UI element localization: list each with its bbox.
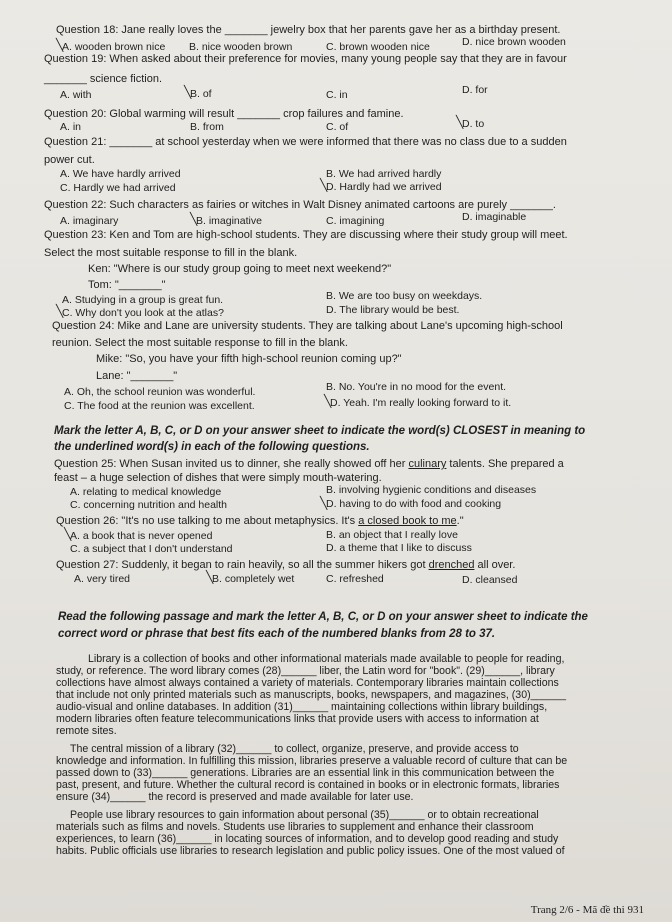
q23-option-c[interactable]: C. Why don't you look at the atlas? xyxy=(62,307,224,319)
q27-option-a[interactable]: A. very tired xyxy=(74,573,131,585)
answer-mark-icon: ╲ xyxy=(56,304,64,318)
q19-option-d[interactable]: D. for xyxy=(462,84,488,96)
passage-line-10: passed down to (33)______ generations. Libraries are an essential link in this communication between the xyxy=(56,767,555,779)
passage-line-13: People use library resources to gain information about personal (35)______ or to obtain recreational xyxy=(70,809,539,821)
q19-option-a[interactable]: A. with xyxy=(60,89,92,101)
answer-mark-icon: ╲ xyxy=(56,38,64,52)
q24-option-a[interactable]: A. Oh, the school reunion was wonderful. xyxy=(64,386,256,398)
passage-line-4: that include not only printed materials such as manuscripts, books, newspapers, and magazines, (30)______ xyxy=(56,689,566,701)
q19-option-b[interactable]: B. of xyxy=(190,88,212,100)
passage-line-1: Library is a collection of books and other informational materials made available to people for reading, xyxy=(88,653,565,665)
q21-option-d[interactable]: D. Hardly had we arrived xyxy=(326,181,442,193)
q24-option-c[interactable]: C. The food at the reunion was excellent. xyxy=(64,400,255,412)
q24-option-d[interactable]: D. Yeah. I'm really looking forward to it. xyxy=(330,397,512,409)
q26-option-d[interactable]: D. a theme that I like to discuss xyxy=(326,542,472,554)
answer-mark-icon: ╲ xyxy=(324,394,332,408)
answer-mark-icon: ╲ xyxy=(320,178,328,192)
question-25-stem-cont: feast – a huge selection of dishes that were simply mouth-watering. xyxy=(54,472,382,484)
passage-line-2: study, or reference. The word library comes (28)______ liber, the Latin word for "book". (29)______, library xyxy=(56,665,555,677)
q25-stem-post: talents. She prepared a xyxy=(446,458,564,470)
question-19-stem: Question 19: When asked about their preference for movies, many young people say that they are in favour xyxy=(44,53,567,65)
q18-option-a[interactable]: A. wooden brown nice xyxy=(62,41,166,53)
q21-option-b[interactable]: B. We had arrived hardly xyxy=(326,168,442,180)
q23-dialogue-tom: Tom: "_______" xyxy=(88,279,166,291)
q20-option-c[interactable]: C. of xyxy=(326,121,349,133)
q25-option-a[interactable]: A. relating to medical knowledge xyxy=(70,486,222,498)
q18-option-b[interactable]: B. nice wooden brown xyxy=(189,41,293,53)
answer-mark-icon: ╲ xyxy=(190,212,198,226)
q23-option-d[interactable]: D. The library would be best. xyxy=(326,304,460,316)
q23-option-a[interactable]: A. Studying in a group is great fun. xyxy=(62,294,224,306)
q26-stem-post: ." xyxy=(456,515,464,527)
q27-option-b[interactable]: B. completely wet xyxy=(212,573,295,585)
q25-option-d[interactable]: D. having to do with food and cooking xyxy=(326,498,502,510)
question-19-stem-cont: _______ science fiction. xyxy=(44,73,163,85)
q27-stem-post: all over. xyxy=(474,559,516,571)
q20-option-d[interactable]: D. to xyxy=(462,118,485,130)
passage-line-15: experiences, to learn (36)______ in locating sources of information, and to develop good reading and study xyxy=(56,833,559,845)
answer-mark-icon: ╲ xyxy=(64,527,72,541)
q27-option-d[interactable]: D. cleansed xyxy=(462,574,518,586)
passage-line-7: remote sites. xyxy=(56,725,117,737)
instruction-closest-meaning-line2: the underlined word(s) in each of the following questions. xyxy=(54,441,370,453)
q25-option-b[interactable]: B. involving hygienic conditions and diseases xyxy=(326,484,537,496)
q27-stem-pre: Question 27: Suddenly, it began to rain heavily, so all the summer hikers got xyxy=(56,559,429,571)
question-20-stem: Question 20: Global warming will result _______ crop failures and famine. xyxy=(44,108,404,120)
q24-option-b[interactable]: B. No. You're in no mood for the event. xyxy=(326,381,507,393)
question-21-stem: Question 21: _______ at school yesterday when we were informed that there was no class due to a sudden xyxy=(44,136,567,148)
instruction-passage-line1: Read the following passage and mark the letter A, B, C, or D on your answer sheet to indicate the xyxy=(58,611,588,623)
passage-line-11: past, present, and future. Whether the cultural record is contained in books or in electronic formats, libraries xyxy=(56,779,560,791)
q26-stem-pre: Question 26: "It's no use talking to me about metaphysics. It's xyxy=(56,515,359,527)
q26-option-b[interactable]: B. an object that I really love xyxy=(326,529,458,541)
q26-option-a[interactable]: A. a book that is never opened xyxy=(70,530,213,542)
passage-line-3: collections have almost always contained a variety of materials. Contemporary libraries maintain collections xyxy=(56,677,559,689)
passage-line-14: materials such as films and novels. Students use libraries to supplement and enhance their classroom xyxy=(56,821,534,833)
question-21-stem-cont: power cut. xyxy=(44,154,95,166)
q25-underlined-word: culinary xyxy=(408,458,447,470)
question-18-stem: Question 18: Jane really loves the _______ jewelry box that her parents gave her as a birthday present. xyxy=(56,24,561,36)
q26-underlined-phrase: a closed book to me xyxy=(358,515,457,527)
passage-line-6: modern libraries often feature telecommunications links that provide users with access to information at xyxy=(56,713,539,725)
q25-stem-pre: Question 25: When Susan invited us to dinner, she really showed off her xyxy=(54,458,409,470)
q21-option-a[interactable]: A. We have hardly arrived xyxy=(60,168,181,180)
q25-option-c[interactable]: C. concerning nutrition and health xyxy=(70,499,228,511)
q20-option-a[interactable]: A. in xyxy=(60,121,82,133)
question-24-stem: Question 24: Mike and Lane are university students. They are talking about Lane's upcoming high-school xyxy=(52,320,563,332)
passage-line-12: ensure (34)______ the record is preserved and made available for later use. xyxy=(56,791,414,803)
answer-mark-icon: ╲ xyxy=(320,496,328,510)
q26-option-c[interactable]: C. a subject that I don't understand xyxy=(70,543,233,555)
passage-line-8: The central mission of a library (32)______ to collect, organize, preserve, and provide access to xyxy=(70,743,519,755)
question-23-stem-cont: Select the most suitable response to fill in the blank. xyxy=(44,247,298,259)
passage-line-9: knowledge and information. In fulfilling this mission, libraries preserve a valuable record of culture that can be xyxy=(56,755,568,767)
q27-underlined-word: drenched xyxy=(428,559,475,571)
q24-dialogue-mike: Mike: "So, you have your fifth high-school reunion coming up?" xyxy=(96,353,402,365)
answer-mark-icon: ╲ xyxy=(184,85,192,99)
q18-option-c[interactable]: C. brown wooden nice xyxy=(326,41,430,53)
q23-option-b[interactable]: B. We are too busy on weekdays. xyxy=(326,290,483,302)
question-24-stem-cont: reunion. Select the most suitable response to fill in the blank. xyxy=(52,337,348,349)
answer-mark-icon: ╲ xyxy=(456,115,464,129)
q22-option-a[interactable]: A. imaginary xyxy=(60,215,119,227)
q21-option-c[interactable]: C. Hardly we had arrived xyxy=(60,182,176,194)
q24-dialogue-lane: Lane: "_______" xyxy=(96,370,178,382)
q22-option-d[interactable]: D. imaginable xyxy=(462,211,527,223)
question-27-stem xyxy=(56,559,515,572)
question-23-stem: Question 23: Ken and Tom are high-school students. They are discussing where their study group will meet. xyxy=(44,229,568,241)
q19-option-c[interactable]: C. in xyxy=(326,89,348,101)
q27-option-c[interactable]: C. refreshed xyxy=(326,573,384,585)
passage-line-16: habits. Public officials use libraries to research legislation and public policy issues. One of the most valued of xyxy=(56,845,565,857)
passage-line-5: audio-visual and online databases. In addition (31)______ maintaining collections within library buildings, xyxy=(56,701,548,713)
q22-option-b[interactable]: B. imaginative xyxy=(196,215,262,227)
question-25-stem xyxy=(54,458,564,471)
page-footer: Trang 2/6 - Mã đề thi 931 xyxy=(530,904,644,916)
q22-option-c[interactable]: C. imagining xyxy=(326,215,385,227)
q23-dialogue-ken: Ken: "Where is our study group going to meet next weekend?" xyxy=(88,263,392,275)
q20-option-b[interactable]: B. from xyxy=(190,121,224,133)
q18-option-d[interactable]: D. nice brown wooden xyxy=(462,36,566,48)
question-26-stem xyxy=(56,515,464,528)
instruction-closest-meaning-line1: Mark the letter A, B, C, or D on your answer sheet to indicate the word(s) CLOSEST in meaning to xyxy=(54,425,586,437)
answer-mark-icon: ╲ xyxy=(206,570,214,584)
instruction-passage-line2: correct word or phrase that best fits each of the numbered blanks from 28 to 37. xyxy=(58,628,496,640)
question-22-stem: Question 22: Such characters as fairies or witches in Walt Disney animated cartoons are purely _______. xyxy=(44,199,556,211)
